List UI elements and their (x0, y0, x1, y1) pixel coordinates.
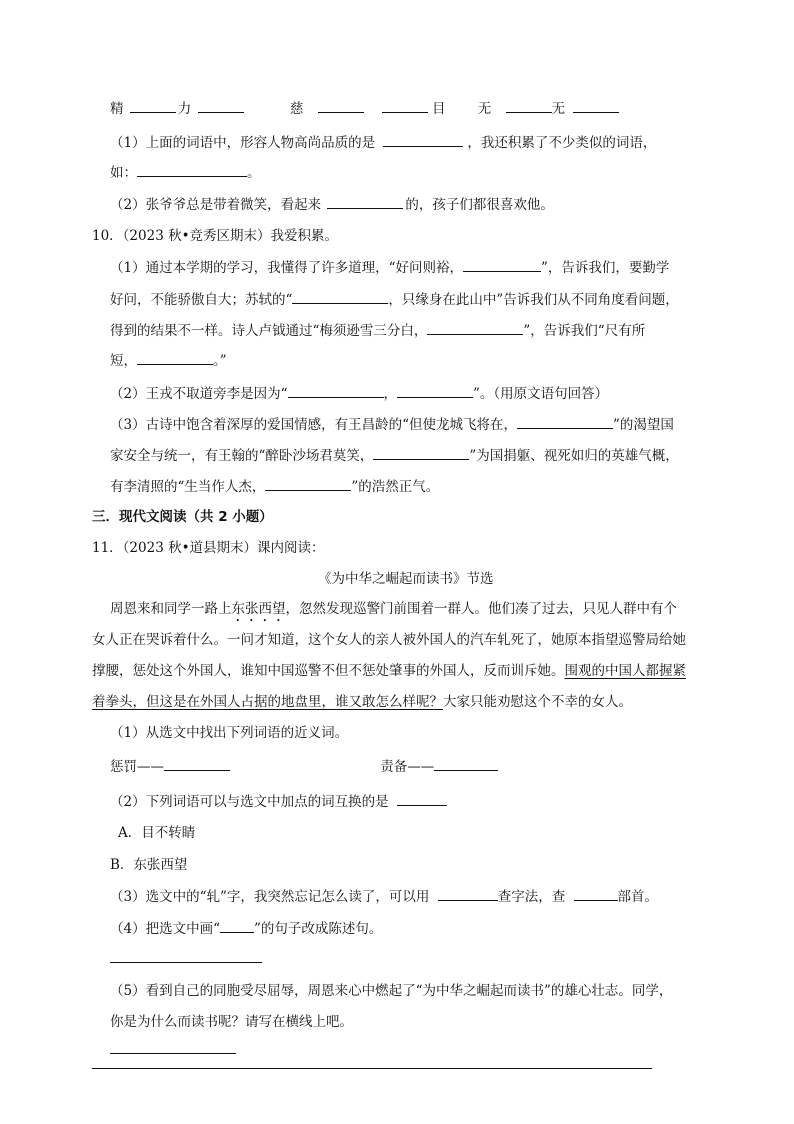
q10-l3 (110, 320, 645, 341)
q11-s2 (110, 791, 447, 812)
synonym-2-label: 责备—— (380, 759, 435, 775)
blank[interactable] (288, 383, 384, 398)
q10-l6-a: （3）古诗中饱含着深厚的爱国情感，有王昌龄的“但使龙城飞将在， (110, 417, 517, 433)
q10-l2 (110, 289, 679, 310)
q10-l7-a: 家安全与统一，有王翰的“醉卧沙场君莫笑， (110, 448, 374, 464)
q11-s3-a: （3）选文中的“轧”字，我突然忘记怎么读了，可以用 (110, 889, 430, 905)
q10-l7 (110, 445, 679, 466)
answer-line-s5[interactable] (110, 1053, 236, 1054)
q10-l3-a: 得到的结果不一样。诗人卢钺通过“梅须逊雪三分白， (110, 323, 428, 339)
q11-s1: （1）从选文中找出下列词语的近义词。 (110, 725, 349, 741)
q10-l7-b: ”为国捐躯、视死如归的英雄气概， (469, 448, 679, 464)
blank[interactable] (265, 476, 351, 491)
blank[interactable] (382, 98, 428, 113)
blank[interactable] (463, 257, 541, 272)
blank (220, 918, 254, 933)
blank[interactable] (438, 886, 498, 901)
q9-word-2c: 慈 (289, 101, 304, 117)
blank[interactable] (137, 350, 213, 365)
option-a[interactable]: A．目不转睛 (118, 825, 196, 841)
q9-p1-text-d: 。 (247, 165, 261, 181)
q11-title: 11．（2023 秋•道县期末）课内阅读： (92, 540, 325, 556)
q11-passage-title: 《为中华之崛起而读书》节选 (318, 571, 494, 587)
q9-p1-text-b: ，我还积累了不少类似的词语， (467, 135, 657, 151)
q9-word-3e: 无 (477, 101, 492, 117)
blank[interactable] (427, 320, 523, 335)
blank[interactable] (506, 98, 552, 113)
q9-word-3f: 无 (551, 101, 566, 117)
q10-l8 (110, 476, 439, 497)
q10-l5-c: ”。（用原文语句回答） (473, 386, 609, 402)
q10-l8-b: ”的浩然正气。 (351, 479, 440, 495)
answer-line-s4[interactable] (110, 962, 262, 963)
q10-l1-b: ”，告诉我们，要勤学 (541, 260, 670, 276)
q11-passage-l3 (92, 661, 686, 681)
q9-word-2d: 目 (431, 101, 446, 117)
q11-p1-a: 周恩来和同学一路上 (110, 601, 232, 617)
q11-s4-a: （4）把选文中画“ (110, 921, 220, 937)
blank[interactable] (198, 98, 244, 113)
q11-s1-words (110, 756, 498, 777)
q11-s4-b: ”的句子改成陈述句。 (254, 921, 383, 937)
blank[interactable] (397, 383, 473, 398)
blank[interactable] (164, 756, 230, 771)
q11-passage-l2: 女人正在哭诉着什么。一问才知道，这个女人的亲人被外国人的汽车轧死了，她原本指望巡警局给她 (92, 632, 686, 648)
q10-l5-b: ， (383, 386, 397, 402)
q10-title: 10．（2023 秋•竞秀区期末）我爱积累。 (92, 228, 339, 244)
q11-s2-text: （2）下列词语可以与选文中加点的词互换的是 (110, 794, 389, 810)
q9-word-row (110, 98, 619, 119)
q11-p1-b: ，忽然发现巡警门前围着一群人。他们凑了过去，只见人群中有个 (285, 601, 677, 617)
blank[interactable] (130, 98, 176, 113)
q9-word-1a: 精 (110, 101, 124, 117)
q10-l2-a: 好问，不能骄傲自大；苏轼的“ (110, 292, 293, 308)
q10-l4-b: 。” (213, 353, 227, 369)
q10-l3-b: ”，告诉我们“尺有所 (523, 323, 646, 339)
q9-p2-text-b: 的，孩子们都很喜欢他。 (405, 197, 554, 213)
q11-p4-b: 大家只能劝慰这个不幸的女人。 (443, 694, 632, 710)
q11-s4 (110, 918, 382, 939)
q11-s5-l1: （5）看到自己的同胞受尽屈辱，周恩来心中燃起了“为中华之崛起而读书”的雄心壮志。同学， (110, 983, 673, 999)
blank[interactable] (383, 132, 463, 147)
q9-p1-text-c: 如： (110, 165, 137, 181)
blank[interactable] (327, 194, 403, 209)
q9-p2 (110, 194, 554, 215)
underlined-sentence-cont: 着拳头，但这是在外国人占据的地盘里，谁又敢怎么样呢？ (92, 694, 443, 710)
q10-l6-b: ”的渴望国 (613, 417, 674, 433)
q10-l6 (110, 414, 674, 435)
q10-l1-a: （1）通过本学期的学习，我懂得了许多道理，“好问则裕， (110, 260, 463, 276)
q11-passage-l1 (110, 599, 677, 625)
blank[interactable] (434, 756, 498, 771)
blank[interactable] (137, 162, 247, 177)
q9-p1-cont (110, 162, 261, 183)
footer-rule (92, 1068, 652, 1069)
q10-l4 (110, 350, 227, 371)
blank[interactable] (318, 98, 364, 113)
blank[interactable] (574, 886, 618, 901)
q9-p1 (110, 132, 656, 153)
blank[interactable] (397, 791, 447, 806)
q9-p1-text-a: （1）上面的词语中，形容人物高尚品质的是 (110, 135, 376, 151)
q10-l4-a: 短， (110, 353, 137, 369)
synonym-1-label: 惩罚—— (110, 759, 164, 775)
q10-l5-a: （2）王戎不取道旁李是因为“ (110, 386, 288, 402)
q10-l2-b: ，只缘身在此山中”告诉我们从不同角度看问题， (388, 292, 679, 308)
q10-l8-a: 有李清照的“生当作人杰， (110, 479, 266, 495)
q11-s3-c: 部首。 (617, 889, 658, 905)
q9-word-1b: 力 (177, 101, 192, 117)
dotted-word: 东张西望 (231, 601, 286, 617)
q11-s5-l2: 你是为什么而读书呢？请写在横线上吧。 (110, 1014, 353, 1030)
underlined-sentence: 围观的中国人都握紧 (564, 663, 686, 679)
blank[interactable] (517, 414, 613, 429)
q9-p2-text-a: （2）张爷爷总是带着微笑，看起来 (110, 197, 322, 213)
q11-passage-l4 (92, 692, 632, 712)
q10-l1 (110, 257, 669, 278)
option-b[interactable]: B．东张西望 (110, 857, 188, 873)
section3-title: 三．现代文阅读（共 2 小题） (92, 509, 273, 525)
q11-s3-b: 查字法，查 (497, 889, 566, 905)
blank[interactable] (573, 98, 619, 113)
q10-l5 (110, 383, 608, 404)
blank[interactable] (292, 289, 388, 304)
q11-s3 (110, 886, 658, 907)
q11-p3-a: 撑腰，惩处这个外国人，谁知中国巡警不但不惩处肇事的外国人，反而训斥她。 (92, 663, 565, 679)
blank[interactable] (373, 445, 469, 460)
